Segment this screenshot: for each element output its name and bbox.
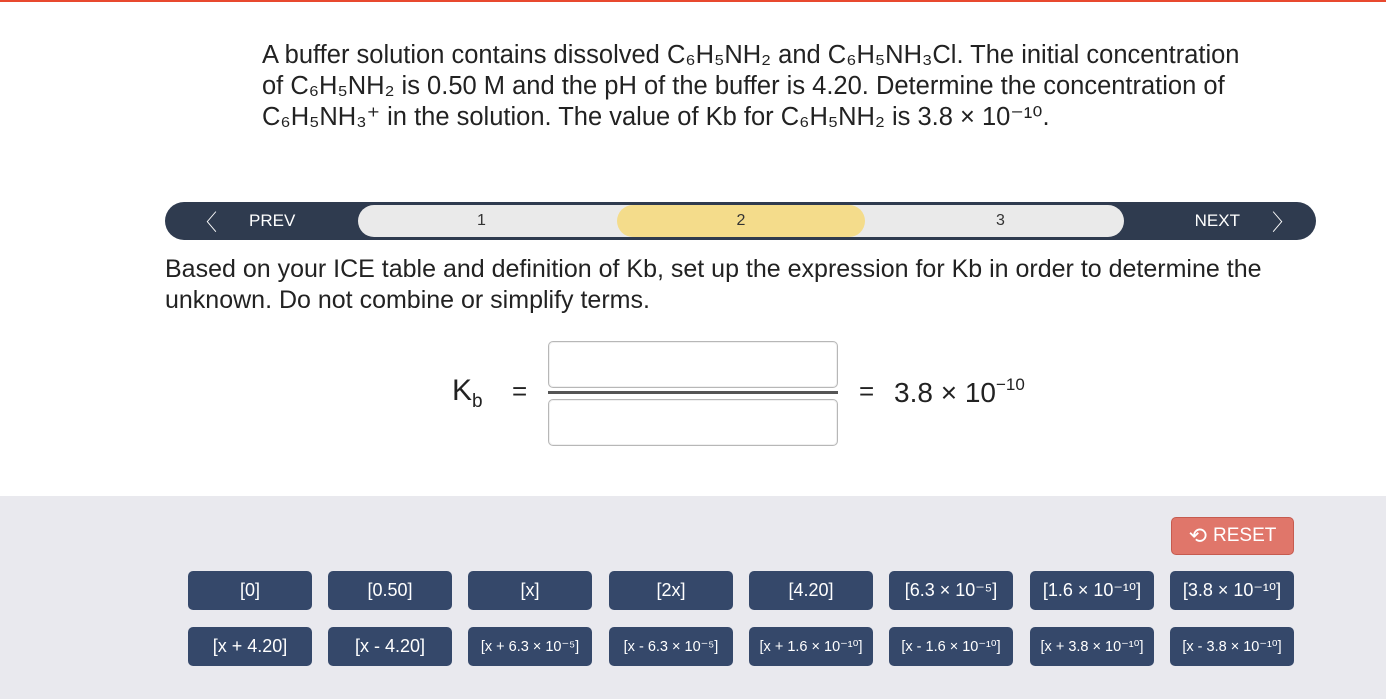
tile-x-plus-1-6e-10[interactable]: [x + 1.6 × 10⁻¹⁰] <box>749 627 873 666</box>
kb-value: $3.8 \times 10^{-10}$ <box>894 375 1025 408</box>
tile-x-minus-4-20[interactable]: [x - 4.20] <box>328 627 452 666</box>
tile-6-3e-5[interactable]: [6.3 × 10⁻⁵] <box>889 571 1013 610</box>
tile-x-minus-1-6e-10[interactable]: [x - 1.6 × 10⁻¹⁰] <box>889 627 1013 666</box>
question-text: A buffer solution contains dissolved C₆H₅NH₂ and C₆H₅NH₃Cl. The initial concentration of C₆H₅NH₂ is 0.50 M and the pH of the buffer is 4.20. Determine the concentration of C₆H₅NH₃⁺ in the solution. The value of Kb for C₆H₅NH₂ is 3.8 × 10⁻¹⁰. <box>262 41 1240 131</box>
instruction-text: Based on your ICE table and definition of Kb, set up the expression for Kb in order to determine the unknown. Do not combine or simplify terms. <box>165 255 1262 314</box>
tile-x[interactable]: [x] <box>468 571 592 610</box>
step-2-active[interactable]: 2 <box>617 205 865 237</box>
tile-x-plus-3-8e-10[interactable]: [x + 3.8 × 10⁻¹⁰] <box>1030 627 1154 666</box>
tile-3-8e-10[interactable]: [3.8 × 10⁻¹⁰] <box>1170 571 1294 610</box>
tile-1-6e-10[interactable]: [1.6 × 10⁻¹⁰] <box>1030 571 1154 610</box>
reset-icon: ⟲ <box>1188 523 1208 548</box>
step-1[interactable]: 1 <box>477 212 486 229</box>
kb-label: $K_b$ <box>452 374 483 412</box>
tile-0-50[interactable]: [0.50] <box>328 571 452 610</box>
top-accent-bar <box>0 0 1386 2</box>
tile-2x[interactable]: [2x] <box>609 571 733 610</box>
next-label: NEXT <box>1194 211 1240 230</box>
step-navigator <box>165 202 1316 240</box>
tile-4-20[interactable]: [4.20] <box>749 571 873 610</box>
step-track <box>358 205 1124 237</box>
tile-x-minus-6-3e-5[interactable]: [x - 6.3 × 10⁻⁵] <box>609 627 733 666</box>
fraction-bar <box>548 391 838 394</box>
numerator-drop-zone[interactable] <box>548 341 838 388</box>
chevron-left-icon: 〈 <box>195 209 218 235</box>
tile-x-minus-3-8e-10[interactable]: [x - 3.8 × 10⁻¹⁰] <box>1170 627 1294 666</box>
equals-sign-2: = <box>859 376 875 406</box>
prev-button[interactable] <box>195 202 295 240</box>
reset-button[interactable] <box>1171 517 1294 555</box>
step-3[interactable]: 3 <box>996 212 1005 229</box>
tile-0[interactable]: [0] <box>188 571 312 610</box>
chevron-right-icon: 〉 <box>1271 209 1294 235</box>
denominator-drop-zone[interactable] <box>548 399 838 446</box>
tile-x-plus-6-3e-5[interactable]: [x + 6.3 × 10⁻⁵] <box>468 627 592 666</box>
tile-x-plus-4-20[interactable]: [x + 4.20] <box>188 627 312 666</box>
equals-sign: = <box>512 376 528 406</box>
prev-label: PREV <box>249 211 296 230</box>
reset-label: RESET <box>1213 525 1277 546</box>
next-button[interactable] <box>1195 202 1294 240</box>
